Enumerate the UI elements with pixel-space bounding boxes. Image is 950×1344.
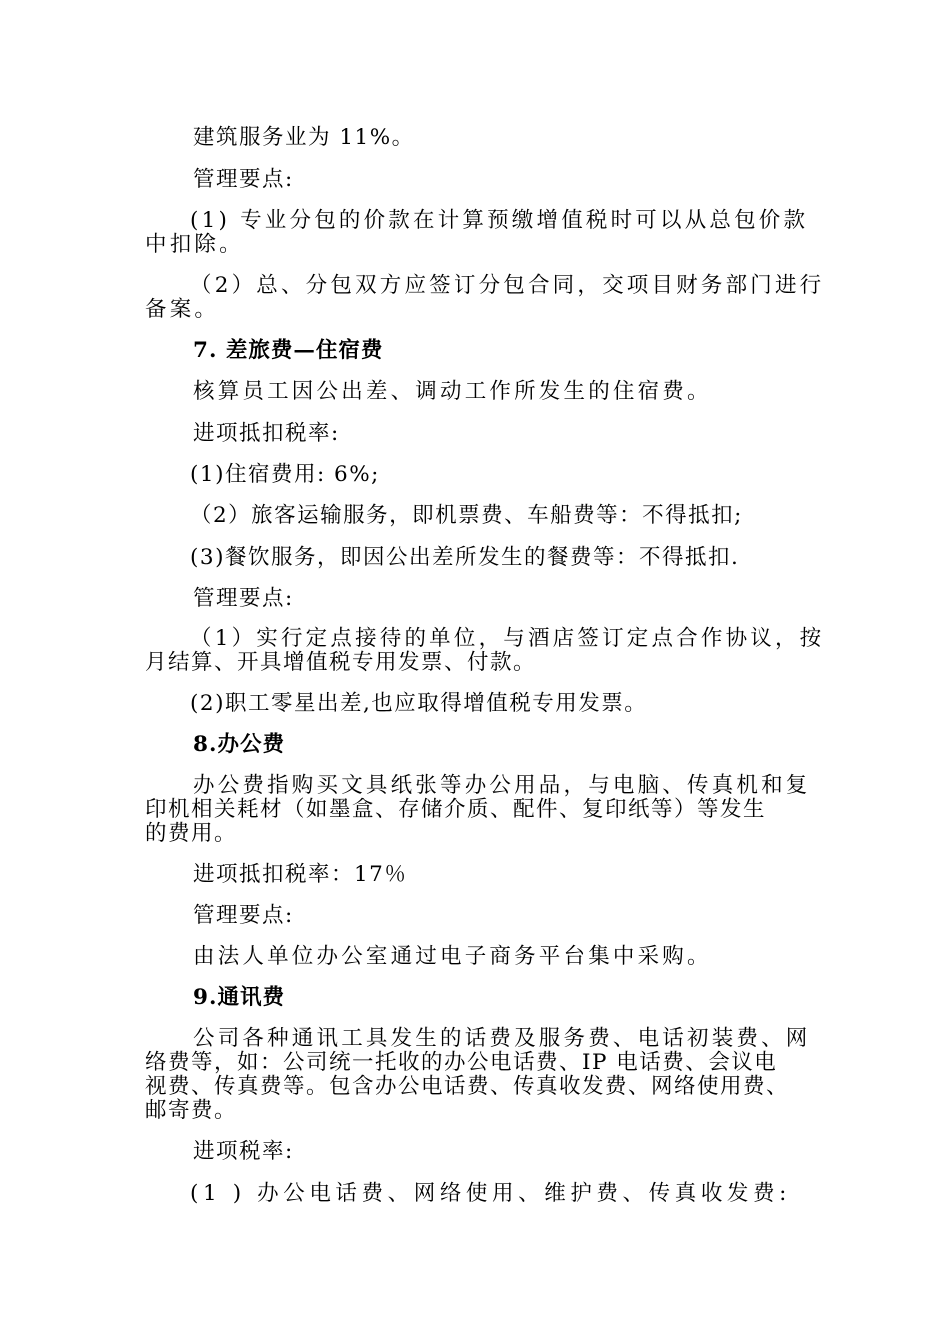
paragraph-line: 印机相关耗材（如墨盒、存储介质、配件、复印纸等）等发生 bbox=[145, 797, 767, 822]
paragraph-line: （2）总、分包双方应签订分包合同，交项目财务部门进行 bbox=[190, 273, 825, 298]
paragraph-line: 办公费指购买文具纸张等办公用品，与电脑、传真机和复 bbox=[193, 773, 811, 798]
paragraph-line: 中扣除。 bbox=[145, 232, 244, 257]
paragraph-line: 络费等，如：公司统一托收的办公电话费、IP 电话费、会议电 bbox=[145, 1050, 778, 1075]
paragraph-line: 视费、传真费等。包含办公电话费、传真收发费、网络使用费、 bbox=[145, 1074, 790, 1099]
paragraph-line: 进项税率: bbox=[193, 1139, 294, 1164]
paragraph-line: 公司各种通讯工具发生的话费及服务费、电话初装费、网 bbox=[193, 1026, 811, 1051]
paragraph-line: 建筑服务业为 11%。 bbox=[193, 125, 415, 150]
paragraph-line: （2）旅客运输服务，即机票费、车船费等：不得抵扣; bbox=[190, 503, 743, 528]
paragraph-line: (3)餐饮服务，即因公出差所发生的餐费等：不得抵扣. bbox=[190, 545, 740, 570]
paragraph-line: 进项抵扣税率: bbox=[193, 421, 340, 446]
section-heading: 9.通讯费 bbox=[193, 985, 285, 1010]
section-heading: 8.办公费 bbox=[193, 732, 285, 757]
paragraph-line: 邮寄费。 bbox=[145, 1098, 238, 1123]
paragraph-line: （1）实行定点接待的单位，与酒店签订定点合作协议，按 bbox=[190, 626, 825, 651]
paragraph-line: 备案。 bbox=[145, 297, 220, 322]
section-heading: 7. 差旅费—住宿费 bbox=[193, 338, 384, 363]
paragraph-line: 管理要点: bbox=[193, 586, 294, 611]
paragraph-line: 由法人单位办公室通过电子商务平台集中采购。 bbox=[193, 944, 712, 969]
paragraph-line: (1 ) 办公电话费、网络使用、维护费、传真收发费: bbox=[190, 1181, 791, 1206]
paragraph-line: 月结算、开具增值税专用发票、付款。 bbox=[145, 650, 537, 675]
paragraph-line: (1) 专业分包的价款在计算预缴增值税时可以从总包价款 bbox=[190, 208, 809, 233]
paragraph-line: (1)住宿费用: 6%; bbox=[190, 462, 380, 487]
paragraph-line: 进项抵扣税率：17％ bbox=[193, 862, 408, 887]
paragraph-line: 核算员工因公出差、调动工作所发生的住宿费。 bbox=[193, 379, 712, 404]
paragraph-line: 管理要点: bbox=[193, 167, 294, 192]
paragraph-line: 管理要点: bbox=[193, 903, 294, 928]
paragraph-line: (2)职工零星出差,也应取得增值税专用发票。 bbox=[190, 691, 648, 716]
paragraph-line: 的费用。 bbox=[145, 821, 238, 846]
